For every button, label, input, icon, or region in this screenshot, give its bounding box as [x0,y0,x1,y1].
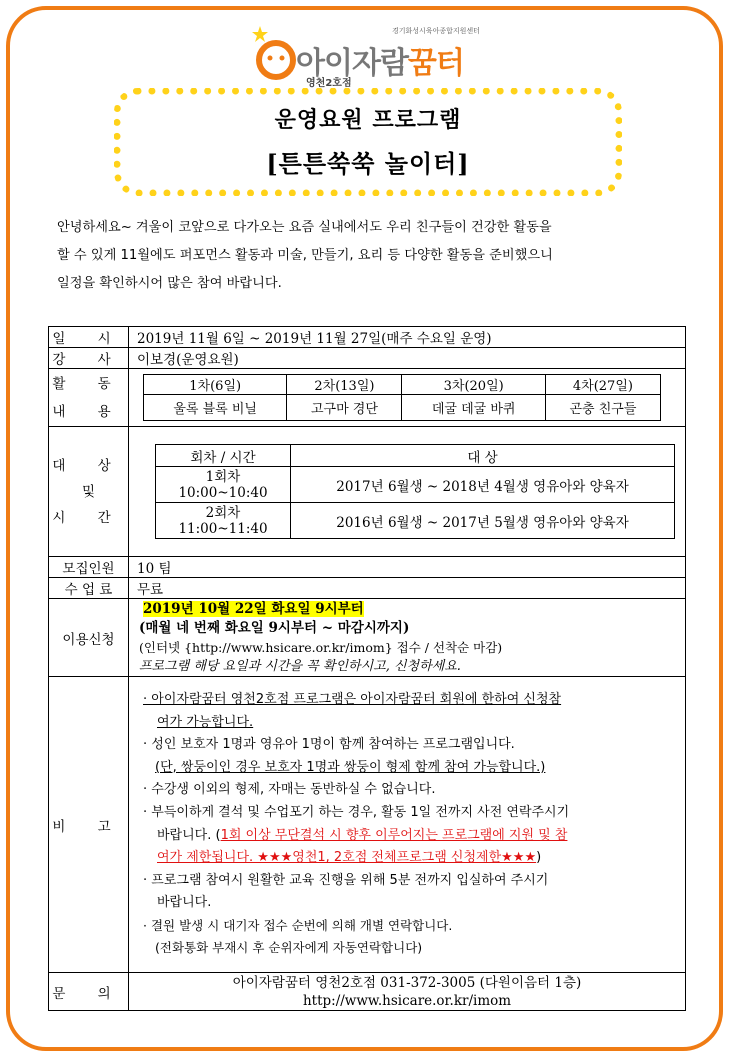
activity-item: 곤충 친구들 [545,395,660,421]
date-label: 일 시 [49,327,129,348]
session-row [156,503,675,539]
session-name: 1회차 [205,468,241,485]
title-box [114,88,622,196]
program-info-table [48,326,686,1011]
fee-label: 수 업 료 [49,578,129,599]
session-target: 2016년 6월생 ~ 2017년 5월생 영유아와 양육자 [291,503,675,539]
note-4a: · 부득이하게 결석 및 수업포기 하는 경우, 활동 1일 전까지 사전 연락주시기 [143,804,570,820]
contact-url[interactable]: http://www.hsicare.or.kr/imom [302,992,512,1009]
note-1b: 여가 가능합니다. [157,714,254,730]
note-5b: 바랍니다. [157,895,212,911]
session-name: 2회차 [205,504,241,521]
note-2a: · 성인 보호자 1명과 영유아 1명이 함께 참여하는 프로그램입니다. [143,737,515,753]
notes-label: 비 고 [49,677,129,973]
contact-line-1: 아이자람꿈터 영천2호점 031-372-3005 (다원이음터 1층) [232,974,582,991]
note-4b-pre: 바랍니다. ( [157,827,221,843]
intro-text [57,214,677,298]
row-activity [49,369,686,427]
contact-label: 문 의 [49,973,129,1011]
row-target [49,427,686,557]
activity-table [143,374,661,421]
capacity-label: 모집인원 [49,557,129,578]
activity-label-2: 내 용 [52,403,125,420]
note-2b: (단, 쌍둥이인 경우 보호자 1명과 쌍둥이 형제 함께 참여 가능합니다.) [155,759,546,775]
session-time: 11:00~11:40 [178,520,268,537]
activity-header: 2차(13일) [287,375,402,395]
apply-cell [129,599,686,677]
teacher-value: 이보경(운영요원) [129,348,686,369]
activity-item: 울록 블록 비닐 [144,395,287,421]
notes-cell [129,677,686,973]
intro-line-1: 안녕하세요~ 겨울이 코앞으로 다가오는 요즘 실내에서도 우리 친구들이 건강한 활동을 [57,220,552,235]
target-cell [129,427,686,557]
target-label-3: 시 간 [52,509,125,526]
row-contact [49,973,686,1011]
note-4c-post: ) [536,850,542,866]
capacity-value: 10 팀 [129,557,686,578]
row-teacher [49,348,686,369]
session-target: 2017년 6월생 ~ 2018년 4월생 영유아와 양육자 [291,467,675,503]
teacher-label: 강 사 [49,348,129,369]
session-name-time [156,467,291,503]
apply-label: 이용신청 [49,599,129,677]
note-6b: (전화통화 부재시 후 순위자에게 자동연락합니다) [155,940,423,956]
activity-label-1: 활 동 [52,375,125,392]
activity-label [49,369,129,427]
note-4b-red: 1회 이상 무단결석 시 향후 이루어지는 프로그램에 지원 및 참 [220,827,568,843]
apply-line-4: 프로그램 해당 요일과 시간을 꼭 확인하시고, 신청하세요. [139,658,461,674]
note-3: · 수강생 이외의 형제, 자매는 동반하실 수 없습니다. [143,782,436,798]
activity-item: 데굴 데굴 바퀴 [402,395,545,421]
intro-line-3: 일정을 확인하시어 많은 참여 바랍니다. [57,276,282,291]
row-capacity [49,557,686,578]
activity-cell [129,369,686,427]
logo-icon [250,18,300,84]
target-label [49,427,129,557]
apply-date-highlight: 2019년 10월 22일 화요일 9시부터 [143,600,364,617]
logo-branch: 영천2호점 [306,78,352,89]
target-label-2: 및 [81,483,96,500]
note-4c-red: 여가 제한됩니다. ★★★영천1, 2호점 전체프로그램 신청제한★★★ [157,850,537,866]
row-notes [49,677,686,973]
date-value: 2019년 11월 6일 ~ 2019년 11월 27일(매주 수요일 운영) [129,327,686,348]
logo-brand-b: 꿈터 [407,46,464,81]
apply-line-2: (매월 네 번째 화요일 9시부터 ~ 마감시까지) [139,619,410,636]
logo-org-name: 경기화성시육아종합지원센터 [392,27,480,35]
note-5a: · 프로그램 참여시 원활한 교육 진행을 위해 5분 전까지 입실하여 주시기 [143,872,549,888]
row-fee [49,578,686,599]
note-6a: · 결원 발생 시 대기자 접수 순번에 의해 개별 연락합니다. [143,917,453,933]
session-row [156,467,675,503]
note-4c [143,847,675,870]
activity-header: 1차(6일) [144,375,287,395]
note-4b [143,825,675,848]
session-header: 회차 / 시간 [156,445,291,467]
row-apply [49,599,686,677]
activity-item: 고구마 경단 [287,395,402,421]
fee-value: 무료 [129,578,686,599]
title-line-2: [튼튼쑥쑥 놀이터] [266,149,470,178]
session-time: 10:00~10:40 [178,484,268,501]
logo-brand-a: 아이자람 [296,46,408,81]
logo [250,18,510,89]
apply-line-1 [139,600,677,619]
target-table [155,444,675,539]
target-label-1: 대 상 [52,457,125,474]
title-line-1: 운영요원 프로그램 [274,107,462,133]
contact-cell [129,973,686,1011]
target-header: 대 상 [291,445,675,467]
activity-header: 4차(27일) [545,375,660,395]
note-1a: · 아이자람꿈터 영천2호점 프로그램은 아이자람꿈터 회원에 한하여 신청참 [143,691,562,707]
apply-line-3: (인터넷 {http://www.hsicare.or.kr/imom} 접수 / 선착순 마감) [139,639,503,655]
row-date [49,327,686,348]
activity-header: 3차(20일) [402,375,545,395]
intro-line-2: 할 수 있게 11월에도 퍼포먼스 활동과 미술, 만들기, 요리 등 다양한 활동을 준비했으니 [57,248,553,263]
session-name-time [156,503,291,539]
